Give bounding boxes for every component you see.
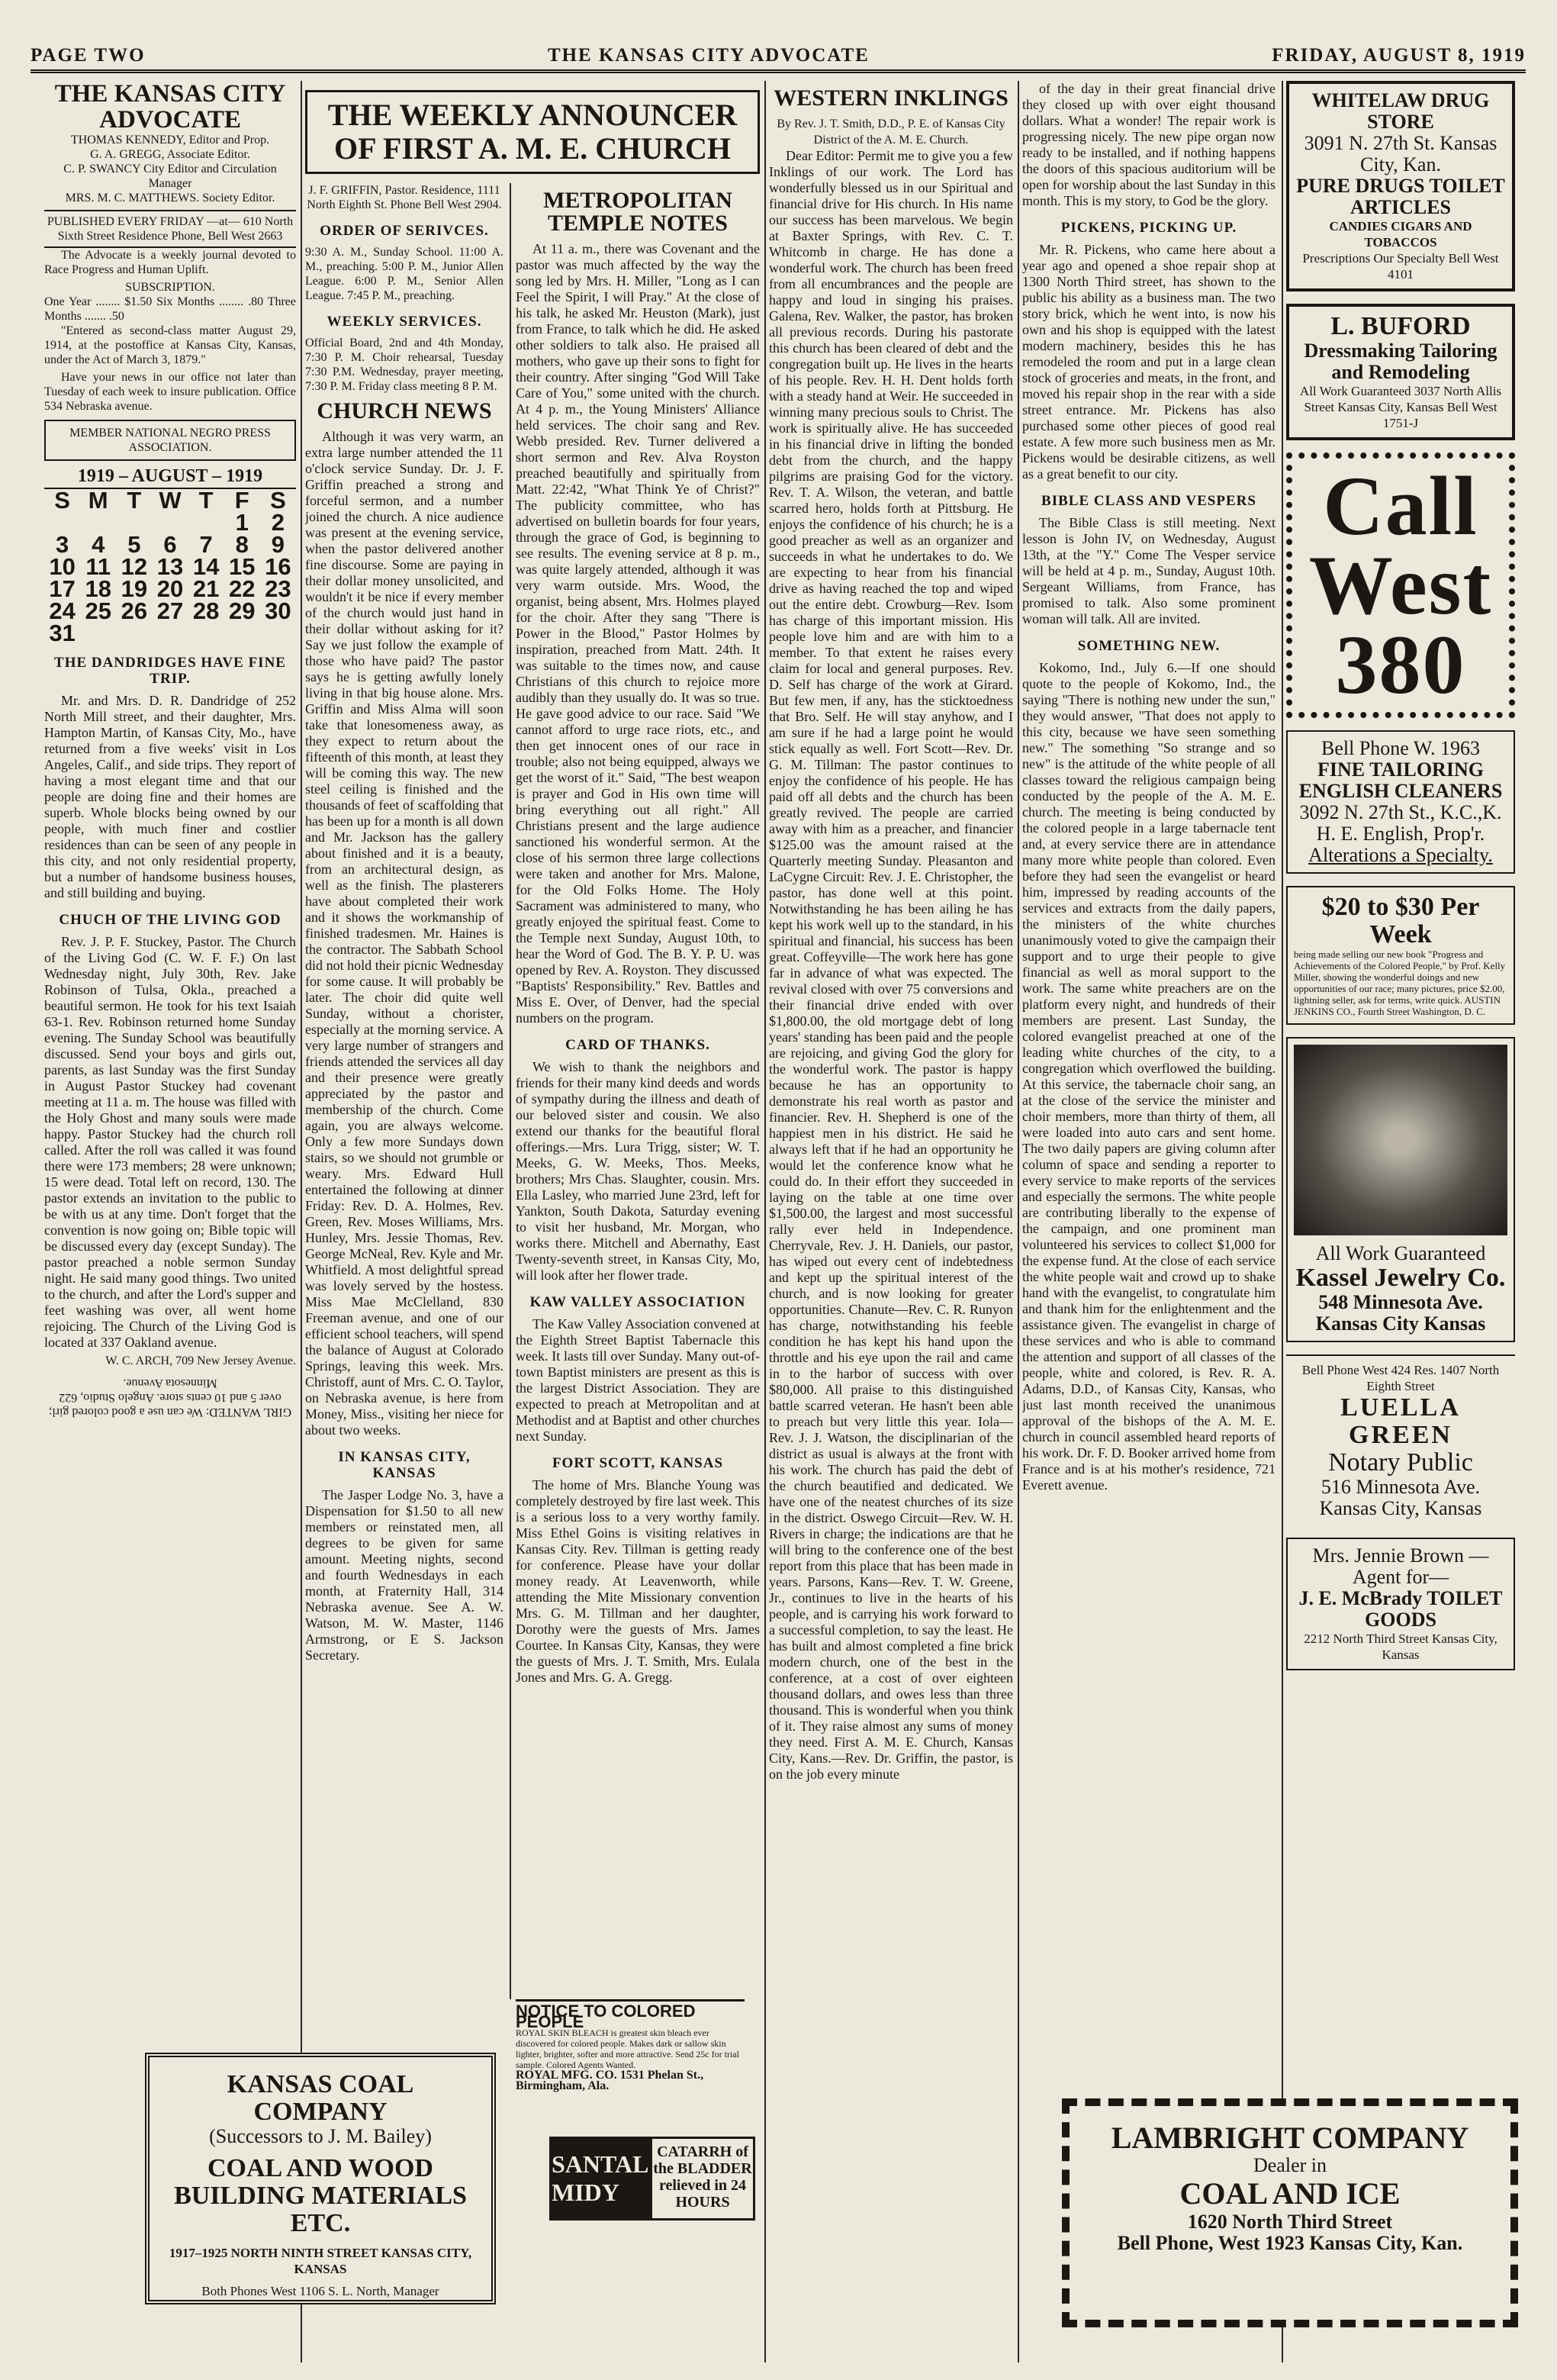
brown-goods: J. E. McBrady TOILET GOODS	[1298, 1587, 1503, 1631]
cal-date: 15	[229, 553, 256, 580]
call-line-3: 380	[1335, 618, 1466, 711]
cal-date: 27	[156, 597, 184, 624]
article-living-god: Rev. J. P. F. Stuckey, Pastor. The Church of the Living God (C. W. F. F.) On last Wednesday night, July 30th, Rev. Jake Robinson of Tulsa, Okla., preached a beautiful sermon. He took for his text Isaiah 63-1. Rev. Robinson returned home Sunday evening. The Sunday School was beautifully discussed. Send your boys and girls out, parents, as last Sunday was the first Sunday in August Pastor Stuckey had covenant meeting at 11 a. m. The house was filled with the Holy Ghost and many souls were made happy. Pastor Stuckey had the church roll called. After the roll was called it was found there were 173 members; 28 were unknown; 15 were dead. Total left on record, 130. The pastor extends an invitation to the public to be with us at any time. Don't forget that the convention is now going on; Bible topic will be discussed every day (except Sunday). The pastor preached a noble sermon Sunday night. He said many good things. Two united to the church, and after the Lord's supper and feet washing was over, all went home rejoicing. The Church of the Living God is located at 337 Oakland avenue.	[44, 934, 296, 1350]
jewelry-photo	[1294, 1045, 1507, 1235]
brown-agent: Mrs. Jennie Brown —Agent for—	[1312, 1544, 1489, 1588]
cal-date: 8	[235, 531, 249, 558]
cal-date: 13	[156, 553, 184, 580]
per-week-headline: $20 to $30 Per Week	[1321, 893, 1480, 948]
cal-date: 7	[199, 531, 213, 558]
green-address: 516 Minnesota Ave. Kansas City, Kansas	[1319, 1476, 1482, 1519]
staff-1: THOMAS KENNEDY, Editor and Prop.	[70, 134, 270, 147]
cal-date: 19	[121, 575, 148, 602]
brown-address: 2212 North Third Street Kansas City, Kansas	[1304, 1631, 1497, 1662]
purpose: The Advocate is a weekly journal devoted to Race Progress and Human Uplift.	[44, 249, 296, 276]
cal-date: 28	[192, 597, 220, 624]
english-address: 3092 N. 27th St., K.C.,K. H. E. English, Prop'r.	[1299, 801, 1502, 845]
page-masthead	[31, 47, 1526, 73]
ad-call-west	[1286, 452, 1515, 718]
whitelaw-candies: CANDIES CIGARS AND TOBACCOS	[1329, 219, 1472, 250]
column-5	[1022, 81, 1276, 2362]
coal-address: 1917–1925 NORTH NINTH STREET KANSAS CITY, KANSAS	[169, 2246, 472, 2276]
subscription-heading: SUBSCRIPTION.	[125, 281, 215, 294]
headline-metropolitan: METROPOLITAN TEMPLE NOTES	[543, 188, 732, 236]
nameplate	[44, 81, 296, 211]
coal-name: KANSAS COAL COMPANY	[227, 2070, 414, 2126]
ad-luella-green	[1286, 1354, 1515, 1525]
column-rule	[1282, 81, 1283, 2362]
column-3	[516, 183, 760, 1992]
cal-date: 11	[85, 553, 111, 580]
green-title: Notary Public	[1328, 1448, 1473, 1477]
cal-date: 5	[127, 531, 141, 558]
cal-date: 9	[271, 531, 285, 558]
cal-date	[44, 511, 80, 533]
kassel-name: Kassel Jewelry Co.	[1295, 1264, 1506, 1292]
article-fort-scott: The home of Mrs. Blanche Young was completely destroyed by fire last week. This is a serious loss to a very worthy family. Miss Ethel Goins is visiting relatives in Kansas City. Rev. Tillman is getting ready for conference. Please have your dollar money ready. At Leavenworth, while attending the Mite Missionary convention Mrs. G. M. Tillman and her daughter, Dorothy were the guests of Mrs. James Courtee. In Kansas City, Kansas, they were the guests of Mrs. J. T. Smith, Mrs. Eulala Jones and Mrs. G. A. Gregg.	[516, 1477, 760, 1685]
subscription-rates: One Year ........ $1.50 Six Months ........ .80 Three Months ....... .50	[44, 295, 296, 323]
ad-kansas-coal	[145, 2053, 496, 2304]
staff-2: G. A. GREGG, Associate Editor.	[90, 148, 250, 161]
headline-church-news: CHURCH NEWS	[317, 398, 492, 424]
column-6-ads	[1286, 81, 1515, 2362]
whitelaw-address: 3091 N. 27th St. Kansas City, Kan.	[1304, 132, 1497, 176]
cal-date: 2	[271, 509, 285, 536]
headline-something-new: SOMETHING NEW.	[1077, 638, 1221, 654]
cal-day: F	[234, 487, 249, 514]
notice-company: ROYAL MFG. CO. 1531 Phelan St., Birmingham, Ala.	[516, 2069, 704, 2092]
cal-date: 20	[156, 575, 184, 602]
issue-date: FRIDAY, AUGUST 8, 1919	[1272, 45, 1526, 66]
column-rule	[1018, 81, 1019, 2362]
pastor-info: J. F. GRIFFIN, Pastor. Residence, 1111 North Eighth St. Phone Bell West 2904.	[307, 184, 502, 211]
girl-wanted-ad: GIRL WANTED: We can use a good colored girl; over 5 and 10 cents store. Angelo Studio, 622 Minnesota Avenue.	[48, 1377, 292, 1419]
per-week-body: being made selling our new book "Progress and Achievements of the Colored People," by Prof. Kelly Miller, showing the wonderful doings and new opportunities of our race; many pictures, price $2.00, lightning seller, ask for terms, write quick. AUSTIN JENKINS CO., Fourth Street Washington, D. C.	[1294, 948, 1506, 1017]
article-western-inklings: Dear Editor: Permit me to give you a few Inklings of our work. The Lord has wonderfully blessed us in our Spiritual and financial drive for His church. In His name our success has been marvelous. We begin at Baxter Springs, with Rev. C. T. Whitcomb in charge. He has done a wonderful work. The church has been freed from all encumbrances and the people are happy and loud in singing his praises. Galena, Rev. Walker, the pastor, has broken all previous records. During his pastorate this church has been cleared of debt and the congregation built up. He lives in the hearts of his people. Rev. H. H. Dent holds forth with a steady hand at Weir. He succeeded in winning many precious souls to Christ. The work is spiritually alive. He has succeeded in his financial drive in lifting the bonded debt from the church, and the happy pilgrims are praising God for the victory. Rev. T. A. Wilson, the veteran, and battle scarred hero, holds forth at Pittsburg. He enjoys the confidence of his church; he is a good preacher as well as an organizer and succeeds in what he undertakes to do. We are expecting to hear from his financial drive as having reached the top and wiped out the entire debt. Crowburg—Rev. Isom has charge of this important mission. His people love him and are with him to a member. To that extent he raises every claim for local and general purposes. Rev. D. Self has charge of the work at Girard. But few men, if any, has the sticktoedness that Bro. Self. He will stay anyhow, and I am sure if he had a large point he would stick equally as well. Fort Scott—Rev. Dr. G. M. Tillman: The pastor continues to enjoy the confidence of his people. He has paid off all debts and the church has been greatly revived. The people are carried away with him as a preacher, and financier $125.00 was the amount raised at the Quarterly meeting Sunday. Pleasanton and LaCygne Circuit: Rev. J. E. Christopher, the pastor, has done well at this point. Notwithstanding he has been ailing he has kept his work well up to the standard, in his spiritual and financial, his success has been great. Coffeyville—The work here has gone far in advance of what was expected. The revival closed with over 75 conversions and their financial drive ended with over $1,800.00, the old mortgage debt of long years' standing has been paid and the people are rejoicing, and giving God the glory for the wonderful work. The pastor is happy because he has an opportunity to demonstrate his real worth as pastor and financier. Rev. H. Shepherd is one of the happiest men in his district. He said he always left that if he had an opportunity he would let the conference know what he could do. In their effort they succeeded in laying on the table at one time over $1,500.00, the largest and most successful rally ever held in Independence. Cherryvale, Rev. J. H. Daniels, our pastor, has wiped out every cent of indebtedness and kept up the spiritual interest of the church, and is now looking for greater opportunities. Chanute—Rev. C. R. Runyon has charge, notwithstanding his feeble condition he has kept his hand upon the throttle and his eye upon the rail and came in to the harbor of success with over $80,000. All praise to this distinguished battle scarred veteran. He hasn't been able to preach but very little this year. Iola—Rev. J. J. Watson, the disciplinarian of the district as usual is always at the front with his work. The church has paid the debt of the church beautified and dedicated. We have one of the neatest churches of its size in the district. Oswego Circuit—Rev. W. H. Rivers in charge; the indications are that he will bring to the conference one of the best report from this place that has been made in years. Parsons, Kans—Rev. T. W. Greene, Jr., continues to live in the hearts of his people, and is carrying his work forward to a successful completion, to say the least. He has built and almost completed a fine brick modern church, one of the best in the conference, at a cost of over eighteen thousand dollars, and owes less than three thousand. This is wonderful when you think of it. They raise almost any sums of money they need. First A. M. E. Church, Kansas City, Kans.—Rev. Dr. Griffin, the pastor, is on the job every minute	[769, 148, 1013, 1782]
byline-inklings: By Rev. J. T. Smith, D.D., P. E. of Kansas City District of the A. M. E. Church.	[777, 118, 1005, 147]
calendar-title: 1919 – AUGUST – 1919	[44, 469, 296, 489]
ad-whitelaw-drug	[1286, 81, 1515, 291]
cal-date	[80, 511, 116, 533]
kassel-city: Kansas City Kansas	[1315, 1312, 1486, 1335]
cal-date: 25	[85, 597, 111, 624]
column-2	[305, 183, 503, 1992]
santal-claim: CATARRH of the BLADDER relieved in 24 HOURS	[653, 2143, 752, 2211]
paper-title: THE KANSAS CITY ADVOCATE	[547, 45, 870, 66]
cal-day: W	[159, 487, 182, 514]
cal-date: 24	[49, 597, 76, 624]
column-rule	[301, 81, 302, 2362]
lambright-address: 1620 North Third Street	[1187, 2211, 1393, 2233]
kassel-guarantee: All Work Guaranteed	[1315, 1242, 1486, 1264]
headline-weekly-services: WEEKLY SERVICES.	[327, 314, 482, 330]
cal-date: 26	[121, 597, 148, 624]
lambright-product: COAL AND ICE	[1179, 2176, 1401, 2211]
cal-date: 1	[235, 509, 249, 536]
coal-successors: (Successors to J. M. Bailey)	[209, 2125, 432, 2147]
calendar-grid	[44, 489, 296, 644]
english-phone: Bell Phone W. 1963	[1321, 737, 1480, 759]
santal-brand: SANTAL MIDY	[552, 2139, 652, 2218]
article-church-news: Although it was very warm, an extra large number attended the 11 o'clock service Sunday. Dr. J. F. Griffin preached a strong and forceful sermon, and a number joined the church. A nice audience was present at the evening service, when the pastor delivered another fine discourse. Some are paying in their dollar money unsolicited, and wouldn't it be nice if every member of the church would just hand in their dollar without asking for it? Say we just follow the example of those who have paid? The pastor says he is getting awfully lonely living in that big house alone. Mrs. Griffin and Miss Alma will soon take that lonesomeness away, as they expect to return about the fifteenth of this month, at least they will be coming this way. The new steel ceiling is finished and the thousands of feet of scaffolding that has been up for a month is all down and Mr. Jackson has the gallery about finished and it is a beauty, from an architectural design, as well as the finish. The plasterers have about completed their work and it shows the workmanship of finished tradesmen. Mr. Haines is the contractor. The Sabbath School did not hold their picnic Wednesday for some cause. It will probably be later. The choir did quite well Sunday, without a chorister, especially at the morning service. A very large number of strangers and friends attended the services all day and their presence were greatly appreciated by the pastor and membership of the church. Come again, you are always welcome. Only a few more Sundays down stairs, so we should not grumble or weary. Mrs. Edward Hull entertained the following at dinner Friday: Rev. D. A. Holmes, Rev. Green, Rev. Moses Williams, Mrs. Hunley, Mrs. Jessie Thomas, Rev. George McNeal, Rev. Kyle and Mr. Whitfield. A most delightful spread was lovely served by the hostess. Miss Mae McClelland, 830 Freeman avenue, and one of our efficient school teachers, will spend the balance of August at Colorado Springs, leaving this week. Mrs. Christoff, aunt of Mrs. C. O. Taylor, on Nebraska avenue, is here from Money, Miss., visiting her niece for about two weeks.	[305, 429, 503, 1438]
ad-kassel-jewelry	[1286, 1037, 1515, 1342]
cal-date: 29	[229, 597, 256, 624]
staff-4: MRS. M. C. MATTHEWS. Society Editor.	[65, 192, 275, 205]
notice-body: ROYAL SKIN BLEACH is greatest skin bleach ever discovered for colored people. Makes dark or sallow skin lighter, brighter, softer and more attractive. Send 25c for trial sample. Colored Agents Wanted.	[516, 2027, 739, 2070]
headline-fort-scott: FORT SCOTT, KANSAS	[552, 1455, 724, 1471]
cal-date: 4	[92, 531, 105, 558]
lambright-dealer: Dealer in	[1253, 2154, 1327, 2176]
headline-pickens: PICKENS, PICKING UP.	[1060, 220, 1237, 236]
headline-bible-class: BIBLE CLASS AND VESPERS	[1041, 493, 1256, 509]
column-4	[769, 81, 1013, 2362]
cal-date: 12	[121, 553, 148, 580]
lambright-name: LAMBRIGHT COMPANY	[1111, 2121, 1469, 2155]
notice-title: NOTICE TO COLORED PEOPLE	[516, 2002, 696, 2031]
cal-day: T	[127, 487, 142, 514]
page-number: PAGE TWO	[31, 45, 146, 66]
english-name: FINE TAILORING ENGLISH CLEANERS	[1298, 758, 1503, 802]
cal-day: S	[270, 487, 286, 514]
cal-date: 21	[192, 575, 220, 602]
cal-date: 22	[229, 575, 256, 602]
kassel-address: 548 Minnesota Ave.	[1318, 1291, 1483, 1313]
cal-day: T	[198, 487, 214, 514]
order-of-services: 9:30 A. M., Sunday School. 11:00 A. M., preaching. 5:00 P. M., Junior Allen League. 6:00 P. M., Senior Allen League. 7:45 P. M., preaching.	[305, 246, 503, 302]
coal-phones: Both Phones West 1106 S. L. North, Manager	[201, 2284, 439, 2298]
cal-date	[116, 511, 152, 533]
buford-address: All Work Guaranteed 3037 North Allis Street Kansas City, Kansas Bell West 1751-J	[1299, 384, 1502, 430]
headline-living-god: CHUCH OF THE LIVING GOD	[59, 912, 281, 928]
announcer-line-1: THE WEEKLY ANNOUNCER	[327, 98, 738, 132]
article-card-of-thanks: We wish to thank the neighbors and friends for their many kind deeds and words of sympathy during the illness and death of our beloved sister and cousin. We also extend our thanks for the beautiful floral offerings.—Mrs. Lura Trigg, sister; W. T. Meeks, G. W. Meeks, Thos. Meeks, brothers; Mrs Chas. Slaughter, cousin. Mrs. Ella Lasley, who married June 23rd, left for Yankton, South Dakota, Saturday evening to visit her husband, Mr. Morgan, who works there. Mitchell and Abernathy, East Twenty-seventh street, in Kansas City, Mo, will look after her flower trade.	[516, 1059, 760, 1283]
whitelaw-name: WHITELAW DRUG STORE	[1311, 89, 1490, 133]
announcer-line-2: OF FIRST A. M. E. CHURCH	[333, 131, 732, 166]
news-deadline: Have your news in our office not later than Tuesday of each week to insure publication. Office 534 Nebraska avenue.	[44, 371, 296, 413]
cal-day: M	[88, 487, 108, 514]
ad-english-cleaners	[1286, 730, 1515, 874]
article-kaw-valley: The Kaw Valley Association convened at the Eighth Street Baptist Tabernacle this week. It lasts till over Sunday. Many out-of-town Baptist ministers are present as this is the largest District Association. They are expected to preach at Metropolitan and at Methodist and at Baptist and other churches next Sunday.	[516, 1316, 760, 1444]
cal-date: 10	[49, 553, 76, 580]
article-metropolitan: At 11 a. m., there was Covenant and the pastor was much affected by the way the song led by Mrs. H. Miller, "Long as I can Feel the Spirit, I will Pray." At the close of his talk, he asked Mr. Heuston (Mark), just from France, to talk which he did. He asked other soldiers to talk also. He praised all mothers, who gave up their sons to fight for their country. After singing "God Will Take Care of You," some united with the church. At 4 p. m., the Young Ministers' Alliance held services. The choir sang and Rev. Webb presided. Rev. Turner delivered a short sermon and Rev. Alva Royston preached beautifully and spiritually from Matt. 22:42, "What Think Ye of Christ?" The publicity committee, who has advertised on bulletin boards for four years, through the grace of God, is beginning to see results. The evening service at 8 p. m., was quite largely attended, although it was very warm outside. Mrs. Wood, the organist, being absent, Mrs. Holmes played for the choir. After they sang "There is Power in the Blood," Pastor Holmes by inspiration, preached from Matt. 24th. It was suitable to the times now, and cause Christians of this church to rejoice more audibly than they usually do. It was so true. He gave good advice to our race. Said "We cannot afford to urge race riots, etc., and then get innocent ones of our race in trouble; also not being equipped, always we get the worst of it." Said, "The best weapon is prayer and God in His own time will bring everything out all right." All Christians present and the large audience sanctioned his wonderful sermon. At the close of his sermon three large collections were taken and another for Mrs. Malone, for the Old Folks Home. The Holy Sacrament was administered to many, who greatly enjoyed the spiritual feast. Come to the Temple next Sunday, August 10th, to hear the Word of God. The B. Y. P. U. was opened by Rev. A. Royston. They discussed "Baptists' Responsibility." Rev. Battles and Miss E. Over, of Denver, had the special numbers on the program.	[516, 241, 760, 1026]
nameplate-title: THE KANSAS CITY ADVOCATE	[54, 81, 286, 134]
buford-services: Dressmaking Tailoring and Remodeling	[1304, 340, 1497, 383]
call-line-1: Call	[1323, 459, 1478, 552]
published-info: PUBLISHED EVERY FRIDAY —at— 610 North Sixth Street Residence Phone, Bell West 2663	[44, 211, 296, 248]
headline-western-inklings: WESTERN INKLINGS	[774, 85, 1009, 111]
lambright-phone: Bell Phone, West 1923 Kansas City, Kan.	[1117, 2232, 1463, 2254]
headline-card-of-thanks: CARD OF THANKS.	[565, 1037, 710, 1053]
column-rule	[510, 183, 511, 1999]
article-inklings-continued: of the day in their great financial drive they closed up with over eight thousand dollars. What a wonder! The repair work is progressing nicely. The new pipe organ now ready to be installed, and if nothing happens the doors of this spacious auditorium will be open for worship about the last Sunday in this month. This is my story, to God be the glory.	[1022, 81, 1276, 208]
headline-kck: IN KANSAS CITY, KANSAS	[338, 1449, 471, 1481]
article-jasper-lodge: The Jasper Lodge No. 3, have a Dispensation for $1.50 to all new members or reinstated men, all degrees to be given for same amount. Meeting nights, second and fourth Wednesdays in each month, at Fraternity Hall, 314 Nebraska avenue. See A. W. Watson, M. W. Master, 1146 Armstrong, or E S. Jackson Secretary.	[305, 1487, 503, 1663]
ad-santal-midy	[549, 2137, 755, 2221]
whitelaw-prescriptions: Prescriptions Our Specialty Bell West 4101	[1302, 251, 1499, 282]
ad-per-week	[1286, 886, 1515, 1025]
article-pickens: Mr. R. Pickens, who came here about a year ago and opened a shoe repair shop at 1300 North Third street, has shown to the public his ability as a business man. The two story brick, which he went into, is now his own and his shop is equipped with the latest modern machinery, besides this he has remodeled the room and put in a large clean stock of groceries and meats, in the front, and moved his repair shop in the rear with a side street entrance. Mr. Pickens has also purchased some other pieces of good real estate. A few more such business men as Mr. Pickens would be desirable citizens, as well as a great benefit to our city.	[1022, 242, 1276, 481]
entered-notice: "Entered as second-class matter August 29, 1914, at the postoffice at Kansas City, Kansas, under the Act of March 3, 1879."	[44, 324, 296, 366]
cal-date: 16	[265, 553, 291, 580]
weekly-services: Official Board, 2nd and 4th Monday, 7:30 P. M. Choir rehearsal, Tuesday 7:30 P.M. Wednesday, prayer meeting, 7:30 P. M. Friday class meeting 8 P. M.	[305, 337, 503, 393]
cal-date	[188, 511, 224, 533]
ad-lambright	[1062, 2098, 1518, 2327]
cal-date: 23	[265, 575, 291, 602]
headline-kaw-valley: KAW VALLEY ASSOCIATION	[529, 1294, 746, 1310]
green-phone: Bell Phone West 424 Res. 1407 North Eighth Street	[1301, 1363, 1500, 1393]
green-name: LUELLA GREEN	[1340, 1393, 1461, 1449]
column-rule	[764, 81, 766, 2362]
whitelaw-drugs: PURE DRUGS TOILET ARTICLES	[1296, 175, 1505, 218]
headline-dandridges: THE DANDRIDGES HAVE FINE TRIP.	[54, 655, 286, 687]
calendar	[44, 466, 296, 646]
article-something-new: Kokomo, Ind., July 6.—If one should quote to the people of Kokomo, Ind., the saying "There is nothing new under the sun," they would answer, "That does not apply to this city, because we have seen something new." The something "So strange and so new" is the attitude of the white people of all classes toward the religious campaign being conducted by the people of the A. M. E. church. The meeting is being conducted by the colored people in a large tabernacle tent and, at every service there are in attendance many more white people than colored. Even before they had seen the evangelist or heard him, impressed by reading accounts of the services and extracts from the daily papers, the ministers of the white churches unanimously voted to give the campaign their support and to urge their people to give financial as well as moral support to the work. The same white preachers are on the platform every night, and hundreds of their members are present. Last Sunday, the colored evangelist preached at one of the leading white churches of the city, to a congregation which overflowed the building. At this service, the tabernacle choir sang, an at the close of the service the minister and choir members, more than thirty of them, all were loaded into auto cars and sent home. The two daily papers are giving column after column of space and sending a reporter to every service to make reports of the services and especially the sermons. The white people are contributing liberally to the expense of the campaign, and one prominent man volunteered his services to collect $1,000 for the expense fund. At the close of each service the white people wait and crowd up to shake hand with the evangelist, to congratulate him and thank him for the enlightenment and the assistance given. The evangelist in charge of these services and who is able to command the attention and support of all classes of the people, white and colored, is Rev. R. A. Adams, D.D., of Kansas City, Kansas, who just last month received the unanimous approval of the bishops of the A. M. E. church in council assembled heard reports of his work. Dr. F. D. Booker arrived home from France and is at his mother's residence, 721 Everett avenue.	[1022, 660, 1276, 1493]
ad-royal-skin-bleach	[516, 1999, 745, 2098]
press-member: MEMBER NATIONAL NEGRO PRESS ASSOCIATION.	[44, 420, 296, 461]
headline-order: ORDER OF SERIVCES.	[320, 223, 489, 239]
cal-date: 18	[85, 575, 111, 602]
cal-date: 30	[265, 597, 291, 624]
weekly-announcer-banner	[305, 90, 760, 174]
ad-buford	[1286, 304, 1515, 440]
buford-name: L. BUFORD	[1330, 312, 1471, 340]
call-line-2: West	[1308, 539, 1493, 632]
cal-day: S	[54, 487, 70, 514]
cal-date: 6	[163, 531, 177, 558]
ad-jennie-brown	[1286, 1538, 1515, 1670]
coal-products: COAL AND WOOD BUILDING MATERIALS ETC.	[174, 2154, 467, 2237]
cal-date: 14	[192, 553, 220, 580]
cal-date: 31	[49, 620, 76, 646]
cal-date: 3	[55, 531, 69, 558]
living-god-signature: W. C. ARCH, 709 New Jersey Avenue.	[105, 1354, 296, 1367]
staff-3: C. P. SWANCY City Editor and Circulation Manager	[63, 163, 277, 190]
cal-date: 17	[49, 575, 76, 602]
article-bible-class: The Bible Class is still meeting. Next lesson is John IV, on Wednesday, August 13th, at the "Y." Come The Vesper service will be held at 4 p. m., Sunday, August 10th. Sergeant Williams, from France, has promised to talk. Also some prominent woman will talk. All are invited.	[1022, 515, 1276, 626]
english-specialty: Alterations a Specialty.	[1308, 844, 1493, 866]
cal-date	[152, 511, 188, 533]
column-1	[44, 81, 296, 2362]
article-dandridges: Mr. and Mrs. D. R. Dandridge of 252 North Mill street, and their daughter, Mrs. Hampton Martin, of Kansas City, Mo., have returned from a five weeks' visit in Los Angeles, Calif., and side trips. They report of having a most elegant time and that our people are doing fine and their homes are superb. Whole blocks being owned by our people, with much finer and costlier residences than can be seen of any people in this city, and not only residential property, but a number of handsome business houses, and still building and buying.	[44, 693, 296, 900]
